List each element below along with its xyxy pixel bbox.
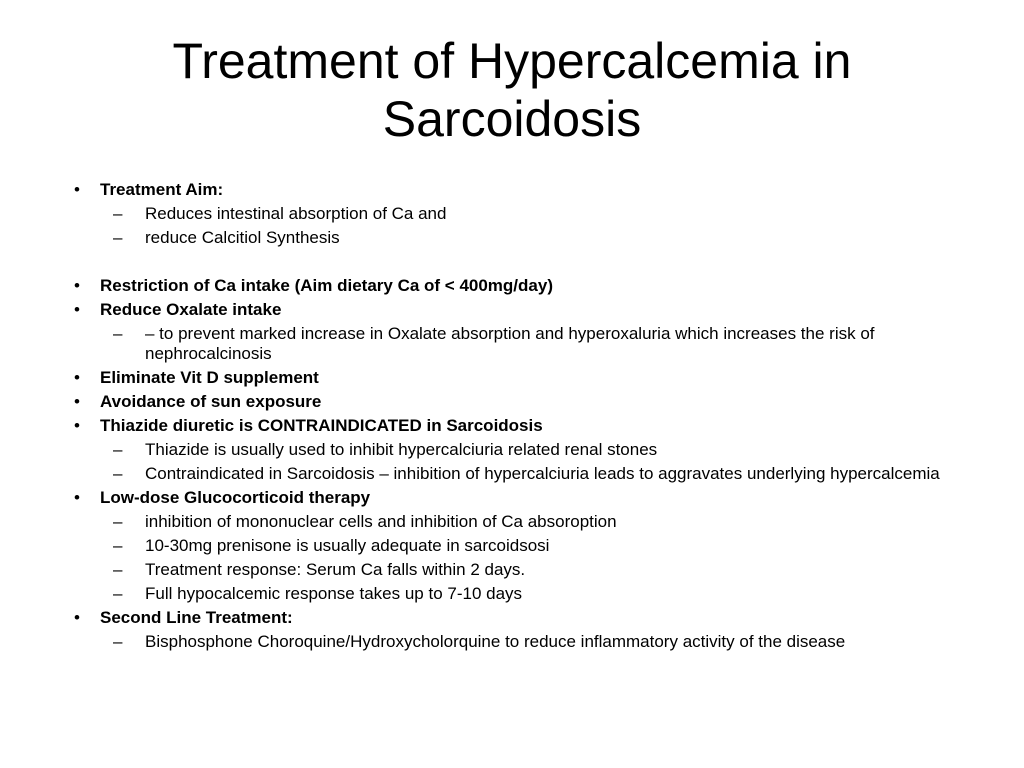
bullet-marker: • xyxy=(74,607,80,627)
blank-line xyxy=(60,252,960,276)
sub-bullet-text: Treatment response: Serum Ca falls within 2 days. xyxy=(145,559,526,579)
sub-bullet xyxy=(60,632,960,652)
sub-bullet-text: inhibition of mononuclear cells and inhibition of Ca absoroption xyxy=(145,511,617,531)
bullet-text: Treatment Aim: xyxy=(100,180,224,199)
bullet-avoid-sun xyxy=(60,392,960,412)
bullet-reduce-oxalate xyxy=(60,300,960,320)
bullet-restriction-ca xyxy=(60,276,960,296)
bullet-marker: • xyxy=(74,367,80,387)
slide-title-line-2: Sarcoidosis xyxy=(382,91,642,147)
dash-marker: – xyxy=(113,439,123,459)
dash-marker: – xyxy=(113,463,123,483)
bullet-marker: • xyxy=(74,300,80,319)
sub-bullet-text: – to prevent marked increase in Oxalate absorption and hyperoxaluria which increases the risk of nephrocalcinosis xyxy=(145,324,875,363)
bullet-text: Low-dose Glucocorticoid therapy xyxy=(100,487,371,507)
sub-bullet xyxy=(60,584,960,604)
slide-title-line-1: Treatment of Hypercalcemia in xyxy=(172,33,852,89)
dash-marker: – xyxy=(113,559,123,579)
sub-bullet-text: Thiazide is usually used to inhibit hypercalciuria related renal stones xyxy=(145,439,658,459)
bullet-text: Restriction of Ca intake (Aim dietary Ca of < 400mg/day) xyxy=(100,276,553,295)
bullet-list xyxy=(60,180,960,656)
bullet-text: Second Line Treatment: xyxy=(100,607,293,627)
sub-bullet-text: Reduces intestinal absorption of Ca and xyxy=(145,204,447,223)
slide-title xyxy=(60,32,964,148)
sub-bullet xyxy=(60,536,960,556)
dash-marker: – xyxy=(113,204,123,223)
sub-bullet-text: 10-30mg prenisone is usually adequate in sarcoidsosi xyxy=(145,535,550,555)
bullet-treatment-aim xyxy=(60,180,960,200)
sub-bullet xyxy=(60,512,960,532)
sub-bullet-text: Full hypocalcemic response takes up to 7-10 days xyxy=(145,583,523,603)
dash-marker: – xyxy=(113,535,123,555)
bullet-marker: • xyxy=(74,487,80,507)
dash-marker: – xyxy=(113,583,123,603)
sub-bullet xyxy=(60,560,960,580)
bullet-eliminate-vit-d xyxy=(60,368,960,388)
sub-bullet-text: reduce Calcitiol Synthesis xyxy=(145,228,340,247)
dash-marker: – xyxy=(113,511,123,531)
bullet-text: Avoidance of sun exposure xyxy=(100,391,322,411)
dash-marker: – xyxy=(113,631,123,651)
bullet-marker: • xyxy=(74,180,80,199)
bullet-marker: • xyxy=(74,276,80,295)
bullet-text: Thiazide diuretic is CONTRAINDICATED in Sarcoidosis xyxy=(100,415,543,435)
sub-bullet xyxy=(60,464,960,484)
bullet-marker: • xyxy=(74,391,80,411)
dash-marker: – xyxy=(113,324,123,343)
bullet-text: Reduce Oxalate intake xyxy=(100,300,282,319)
sub-bullet xyxy=(60,440,960,460)
sub-bullet xyxy=(60,228,960,248)
dash-marker: – xyxy=(113,228,123,247)
sub-bullet-text: Bisphosphone Choroquine/Hydroxycholorquine to reduce inflammatory activity of the disease xyxy=(145,631,846,651)
bullet-text: Eliminate Vit D supplement xyxy=(100,367,319,387)
sub-bullet-text: Contraindicated in Sarcoidosis – inhibition of hypercalciuria leads to aggravates underlying hypercalcemia xyxy=(145,463,940,483)
bullet-thiazide xyxy=(60,416,960,436)
bullet-glucocorticoid xyxy=(60,488,960,508)
sub-bullet xyxy=(60,324,960,363)
sub-bullet xyxy=(60,204,960,224)
bullet-second-line xyxy=(60,608,960,628)
bullet-marker: • xyxy=(74,415,80,435)
